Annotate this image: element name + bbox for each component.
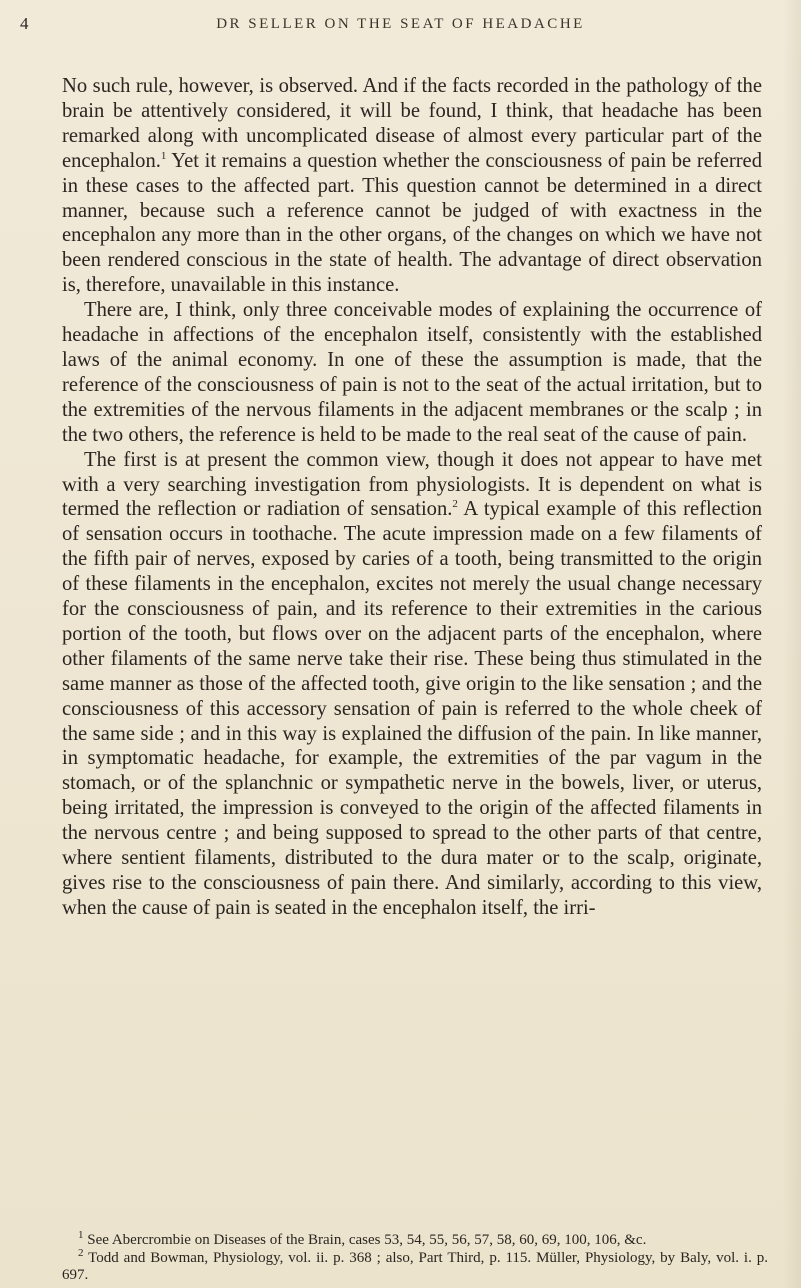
paragraph-2: There are, I think, only three conceivable modes of explaining the occurrence of headache in affections of the encephalon itself, consistently with the established laws of the animal economy. In one of these the assumption is made, that the reference of the consciousness of pain is not to the seat of the actual irritation, but to the extremities of the nervous filaments in the adjacent membranes or the scalp ; in the two others, the reference is held to be made to the real seat of the cause of pain. [62, 299, 762, 446]
footnote-1-marker: 1 [78, 1229, 84, 1241]
paragraph-1-text-b: Yet it remains a question whether the consciousness of pain be referred in these cases to the affected part. This question cannot be determined in a direct manner, because such a reference cannot be judged of with exactness in the encephalon any more than in the other organs, of the changes on which we have not been rendered conscious in the state of health. The advantage of direct observation is, therefore, unavailable in this instance. [62, 149, 762, 297]
paragraph-3-text-b: A typical example of this reflection of sensation occurs in toothache. The acute impression made on a few filaments of the fifth pair of nerves, exposed by caries of a tooth, being transmitted to the origin of these filaments in the encephalon, excites not merely the usual change necessary for the consciousness of pain, and its reference to their extremities in the carious portion of the tooth, but flows over on the adjacent parts of the encephalon, where other filaments of the same nerve take their rise. These being thus stimulated in the same manner as those of the affected tooth, give origin to the like sensation ; and the consciousness of this accessory sensation of pain is referred to the whole cheek of the same side ; and in this way is explained the diffusion of the pain. In like manner, in symptomatic headache, for example, the extremities of the par vagum in the stomach, or of the splanchnic or sympathetic nerve in the bowels, liver, or uterus, being irritated, the impression is conveyed to the origin of the affected filaments in the nervous centre ; and being supposed to spread to the other parts of that centre, where sentient filaments, distributed to the dura mater or to the scalp, originate, gives rise to the consciousness of pain there. And similarly, according to this view, when the cause of pain is seated in the encephalon itself, the irri- [62, 498, 763, 919]
page-number: 4 [20, 14, 31, 33]
paragraph-3-text-a: The first is at present the common view, though it does not appear to have met with a very searching investigation from physiologists. It is dependent on what is termed the reflection or radiation of sensation. [62, 448, 762, 521]
paragraph-1-text-a: No such rule, however, is observed. And if the facts recorded in the pathology of the brain be attentively considered, it will be found, I think, that headache has been remarked along with uncomplicated disease of almost every particular part of the encephalon. [62, 75, 762, 172]
footnote-rule [62, 1225, 762, 1226]
body-text [62, 74, 762, 921]
footnote-2-marker: 2 [78, 1246, 84, 1259]
paragraph-3 [62, 448, 762, 921]
page-edge-shadow [783, 0, 801, 1288]
footnotes [62, 1229, 768, 1285]
paragraph-1 [62, 74, 762, 298]
footnote-2 [62, 1246, 768, 1285]
footnote-2-text: Todd and Bowman, Physiology, vol. ii. p. 368 ; also, Part Third, p. 115. Müller, Physiology, by Baly, vol. i. p. 697. [62, 1249, 768, 1284]
page-header [0, 14, 801, 38]
footnote-ref-2: 2 [452, 498, 458, 511]
running-head: DR SELLER ON THE SEAT OF HEADACHE [216, 16, 585, 32]
footnote-ref-1: 1 [160, 149, 167, 162]
footnote-1 [62, 1229, 768, 1250]
footnote-1-text: See Abercrombie on Diseases of the Brain, cases 53, 54, 55, 56, 57, 58, 60, 69, 100, 106, &c. [83, 1232, 647, 1248]
